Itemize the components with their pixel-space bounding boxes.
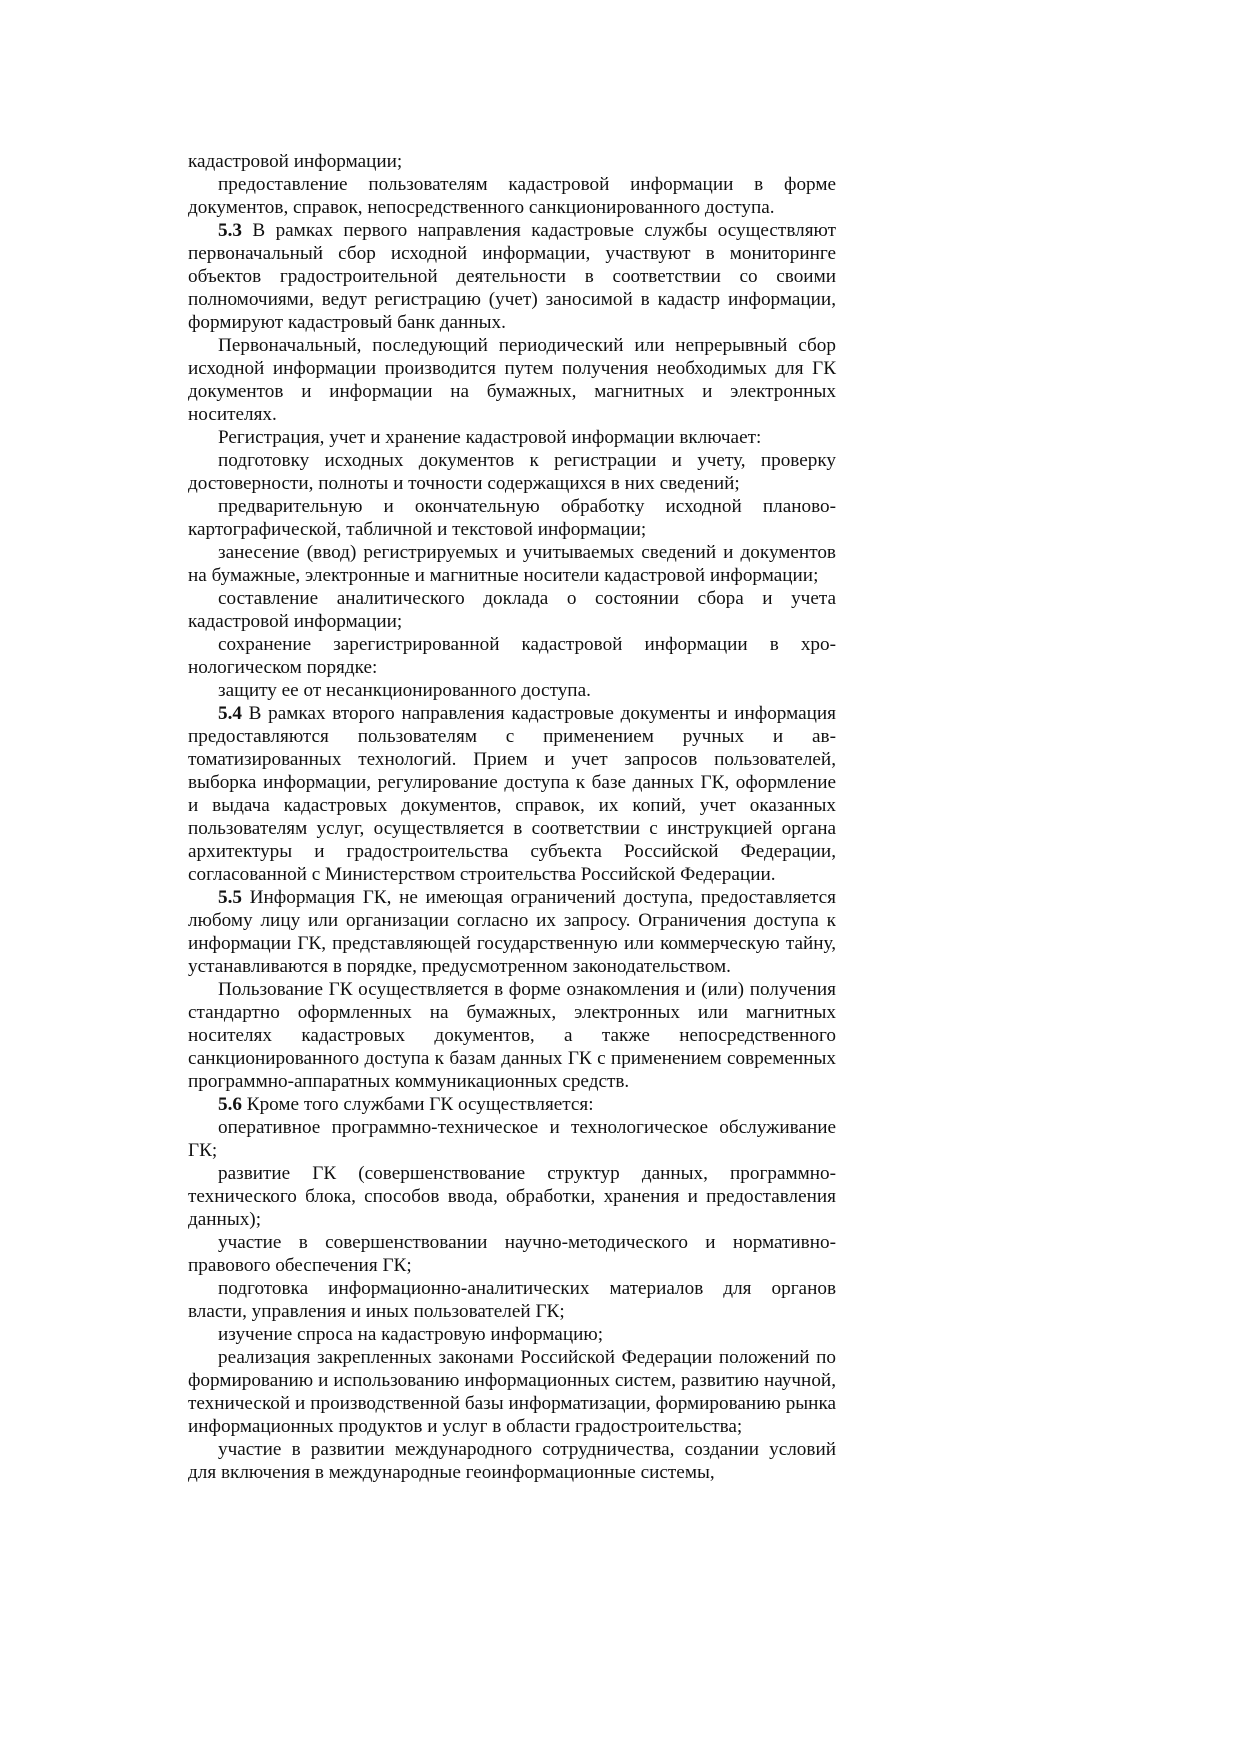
paragraph (188, 1323, 836, 1346)
paragraph-text: предварительную и окончательную обработку исходной планово-картографической, табличной и текстовой информации; (188, 496, 836, 540)
paragraph (188, 541, 836, 587)
paragraph (188, 219, 836, 334)
paragraph (188, 886, 836, 978)
paragraph (188, 495, 836, 541)
paragraph-text: предоставление пользователям кадастровой информации в форме документов, справок, непосредственного санкционированного доступа. (188, 174, 836, 218)
paragraph (188, 1093, 836, 1116)
paragraph-text: Первоначальный, последующий периодический или непрерывный сбор исходной информации производится путем получения необходимых для ГК документов и информации на бумажных, магнитных и электронных носителях. (188, 335, 836, 425)
paragraph (188, 702, 836, 886)
paragraph-text: В рамках первого направления кадастровые службы осуществляют первоначальный сбор исходной информации, участвуют в мониторинге объектов градостроительной деятельности в соответствии со своими полномочиями, ведут регистрацию (учет) заносимой в кадастр информации, формируют кадастровый банк данных. (188, 220, 836, 333)
paragraph (188, 334, 836, 426)
paragraph (188, 426, 836, 449)
paragraph-text: сохранение зарегистрированной кадастровой информации в хронологическом порядке: (188, 634, 836, 678)
paragraph (188, 679, 836, 702)
paragraph (188, 587, 836, 633)
paragraph (188, 449, 836, 495)
paragraph-text: В рамках второго направления кадастровые документы и информация предоставляются пользователям с применением ручных и автоматизированных технологий. Прием и учет запросов пользователей, выборка информации, регулирование доступа к базе данных ГК, оформление и выдача кадастровых документов, справок, их копий, учет оказанных пользователям услуг, осуществляется в соответствии с инструкцией органа архитектуры и градостроительства субъекта Российской Федерации, согласованной с Министерством строительства Российской Федерации. (188, 703, 836, 885)
paragraph (188, 978, 836, 1093)
paragraph-text: защиту ее от несанкционированного доступа. (218, 680, 591, 701)
paragraph-text: Регистрация, учет и хранение кадастровой информации включает: (218, 427, 762, 448)
section-number: 5.6 (218, 1094, 242, 1115)
section-number: 5.5 (218, 887, 242, 908)
paragraph (188, 150, 836, 173)
paragraph (188, 1438, 836, 1484)
paragraph-text: подготовку исходных документов к регистрации и учету, проверку достоверности, полноты и точности содержащихся в них сведений; (188, 450, 836, 494)
paragraph-text: Пользование ГК осуществляется в форме ознакомления и (или) получения стандартно оформленных на бумажных, электронных или магнитных носителях кадастровых документов, а также непосредственного санкционированного доступа к базам данных ГК с применением современных программно-аппаратных коммуникационных средств. (188, 979, 836, 1092)
paragraph-text: оперативное программно-техническое и технологическое обслуживание ГК; (188, 1117, 836, 1161)
paragraph (188, 1162, 836, 1231)
paragraph-text: Информация ГК, не имеющая ограничений доступа, предоставляется любому лицу или организации согласно их запросу. Ограничения доступа к информации ГК, представляющей государственную или коммерческую тайну, устанавливаются в порядке, предусмотренном законодательством. (188, 887, 836, 977)
paragraph (188, 1277, 836, 1323)
paragraph (188, 173, 836, 219)
paragraph-text: подготовка информационно-аналитических материалов для органов власти, управления и иных пользователей ГК; (188, 1278, 836, 1322)
paragraph (188, 1346, 836, 1438)
paragraph (188, 1116, 836, 1162)
section-number: 5.4 (218, 703, 242, 724)
paragraph-text: реализация закрепленных законами Российской Федерации положений по формированию и использованию информационных систем, развитию научной, технической и производственной базы информатизации, формированию рынка информационных продуктов и услуг в области градостроительства; (188, 1347, 836, 1437)
paragraph-text: кадастровой информации; (188, 151, 403, 172)
paragraph (188, 633, 836, 679)
document-page (188, 150, 836, 1484)
paragraph-text: составление аналитического доклада о состоянии сбора и учета кадастровой информации; (188, 588, 836, 632)
paragraph (188, 1231, 836, 1277)
paragraph-text: занесение (ввод) регистрируемых и учитываемых сведений и документов на бумажные, электронные и магнитные носители кадастровой информации; (188, 542, 836, 586)
paragraph-text: развитие ГК (совершенствование структур данных, программно-технического блока, способов ввода, обработки, хранения и предоставления данных); (188, 1163, 836, 1230)
section-number: 5.3 (218, 220, 242, 241)
paragraph-text: участие в развитии международного сотрудничества, создании условий для включения в международные геоинформационные системы, (188, 1439, 836, 1483)
paragraph-text: участие в совершенствовании научно-методического и нормативно-правового обеспечения ГК; (188, 1232, 836, 1276)
paragraph-text: Кроме того службами ГК осуществляется: (241, 1094, 594, 1115)
paragraph-text: изучение спроса на кадастровую информацию; (218, 1324, 604, 1345)
